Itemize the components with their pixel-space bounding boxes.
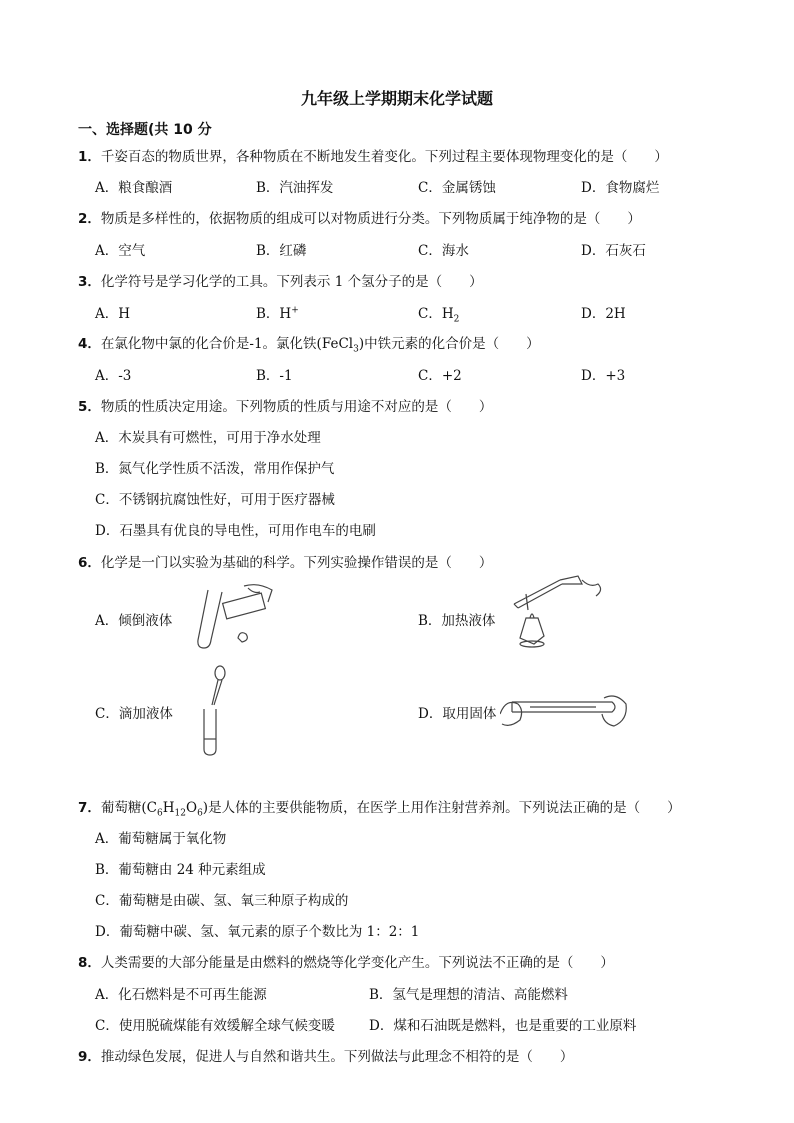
dropping-liquid-icon <box>198 665 234 757</box>
question-1-options <box>95 176 695 196</box>
question-number: 4． <box>78 336 101 352</box>
option-b-text: B．H <box>256 306 292 322</box>
option-a: A．H <box>95 306 131 322</box>
formula-part: O <box>185 800 198 816</box>
option-c: C．使用脱硫煤能有效缓解全球气候变暖 <box>95 1018 335 1034</box>
option-a: A．倾倒液体 <box>95 613 173 629</box>
question-4-options <box>95 364 695 384</box>
question-number: 6． <box>78 555 101 571</box>
question-8 <box>78 951 614 971</box>
subscript: 6 <box>157 808 163 819</box>
question-5 <box>78 395 492 415</box>
option-d: D．煤和石油既是燃料，也是重要的工业原料 <box>369 1018 637 1034</box>
subscript: 3 <box>353 344 359 355</box>
option-c: C．滴加液体 <box>95 706 173 722</box>
option-b: B．红磷 <box>256 243 307 259</box>
option-c: C．葡萄糖是由碳、氢、氧三种原子构成的 <box>95 893 349 909</box>
question-2-options <box>95 239 695 259</box>
option-c <box>418 302 459 325</box>
formula-part: H <box>162 800 175 816</box>
option-b: B．葡萄糖由 24 种元素组成 <box>95 862 266 878</box>
question-number: 3． <box>78 274 101 290</box>
subscript: 6 <box>197 808 203 819</box>
option-d: D．石灰石 <box>581 243 646 259</box>
question-stem-post: )是人体的主要供能物质，在医学上用作注射营养剂。下列说法正确的是（ ） <box>202 800 681 816</box>
option-a: A．葡萄糖属于氧化物 <box>95 831 227 847</box>
option-d: D．食物腐烂 <box>581 180 660 196</box>
option-c: C．海水 <box>418 243 469 259</box>
page-title: 九年级上学期期末化学试题 <box>300 89 493 108</box>
question-number: 7． <box>78 800 101 816</box>
superscript: + <box>291 305 299 316</box>
question-stem-post: )中铁元素的化合价是（ ） <box>358 336 540 352</box>
question-number: 2． <box>78 211 101 227</box>
taking-solid-figure <box>500 680 630 738</box>
option-a: A．木炭具有可燃性，可用于净水处理 <box>95 430 321 446</box>
pouring-liquid-icon <box>188 580 278 652</box>
subscript: 2 <box>453 314 460 325</box>
option-b: B．-1 <box>256 368 293 384</box>
subscript: 12 <box>174 808 186 819</box>
question-number: 1． <box>78 149 101 165</box>
section-heading: 一、选择题(共 10 分 <box>78 122 212 138</box>
option-d: D．+3 <box>581 368 626 384</box>
option-a: A．化石燃料是不可再生能源 <box>95 987 267 1003</box>
question-3 <box>78 270 483 290</box>
option-c-text: C．H <box>418 306 454 322</box>
question-1 <box>78 145 668 165</box>
question-stem: 推动绿色发展，促进人与自然和谐共生。下列做法与此理念不相符的是（ ） <box>100 1049 574 1065</box>
question-number: 5． <box>78 399 101 415</box>
question-number: 8． <box>78 955 101 971</box>
option-a: A．-3 <box>95 368 132 384</box>
option-c: C．不锈钢抗腐蚀性好，可用于医疗器械 <box>95 492 335 508</box>
option-a: A．粮食酿酒 <box>95 180 173 196</box>
pouring-liquid-figure <box>188 580 278 652</box>
question-stem: 人类需要的大部分能量是由燃料的燃烧等化学变化产生。下列说法不正确的是（ ） <box>100 955 614 971</box>
option-a: A．空气 <box>95 243 146 259</box>
option-d: D．石墨具有优良的导电性，可用作电车的电刷 <box>95 523 376 539</box>
option-b: B．汽油挥发 <box>256 180 334 196</box>
question-stem: 千姿百态的物质世界，各种物质在不断地发生着变化。下列过程主要体现物理变化的是（ ） <box>100 149 668 165</box>
option-c: C．+2 <box>418 368 462 384</box>
option-c: C．金属锈蚀 <box>418 180 496 196</box>
question-stem: 物质是多样性的，依据物质的组成可以对物质进行分类。下列物质属于纯净物的是（ ） <box>100 211 641 227</box>
question-2 <box>78 207 641 227</box>
heating-liquid-figure <box>500 574 610 658</box>
heating-liquid-icon <box>500 574 610 658</box>
option-d: D．葡萄糖中碳、氢、氧元素的原子个数比为 1：2：1 <box>95 924 420 940</box>
option-b <box>256 302 299 322</box>
question-stem: 物质的性质决定用途。下列物质的性质与用途不对应的是（ ） <box>100 399 493 415</box>
option-b: B．氢气是理想的清洁、高能燃料 <box>369 987 568 1003</box>
option-d: D．2H <box>581 306 626 322</box>
taking-solid-icon <box>500 680 630 738</box>
question-stem-pre: 葡萄糖(C <box>100 800 158 816</box>
question-stem-pre: 在氯化物中氯的化合价是-1。氯化铁(FeCl <box>100 336 354 352</box>
question-stem: 化学符号是学习化学的工具。下列表示 1 个氢分子的是（ ） <box>100 274 483 290</box>
option-b: B．加热液体 <box>418 613 496 629</box>
question-9 <box>78 1045 573 1065</box>
question-4 <box>78 332 540 355</box>
question-7 <box>78 796 681 819</box>
option-b: B．氮气化学性质不活泼，常用作保护气 <box>95 461 335 477</box>
question-number: 9． <box>78 1049 101 1065</box>
question-6 <box>78 551 492 571</box>
question-3-options <box>95 302 695 325</box>
dropping-liquid-figure <box>198 665 234 757</box>
question-stem: 化学是一门以实验为基础的科学。下列实验操作错误的是（ ） <box>100 555 493 571</box>
option-d: D．取用固体 <box>418 706 497 722</box>
